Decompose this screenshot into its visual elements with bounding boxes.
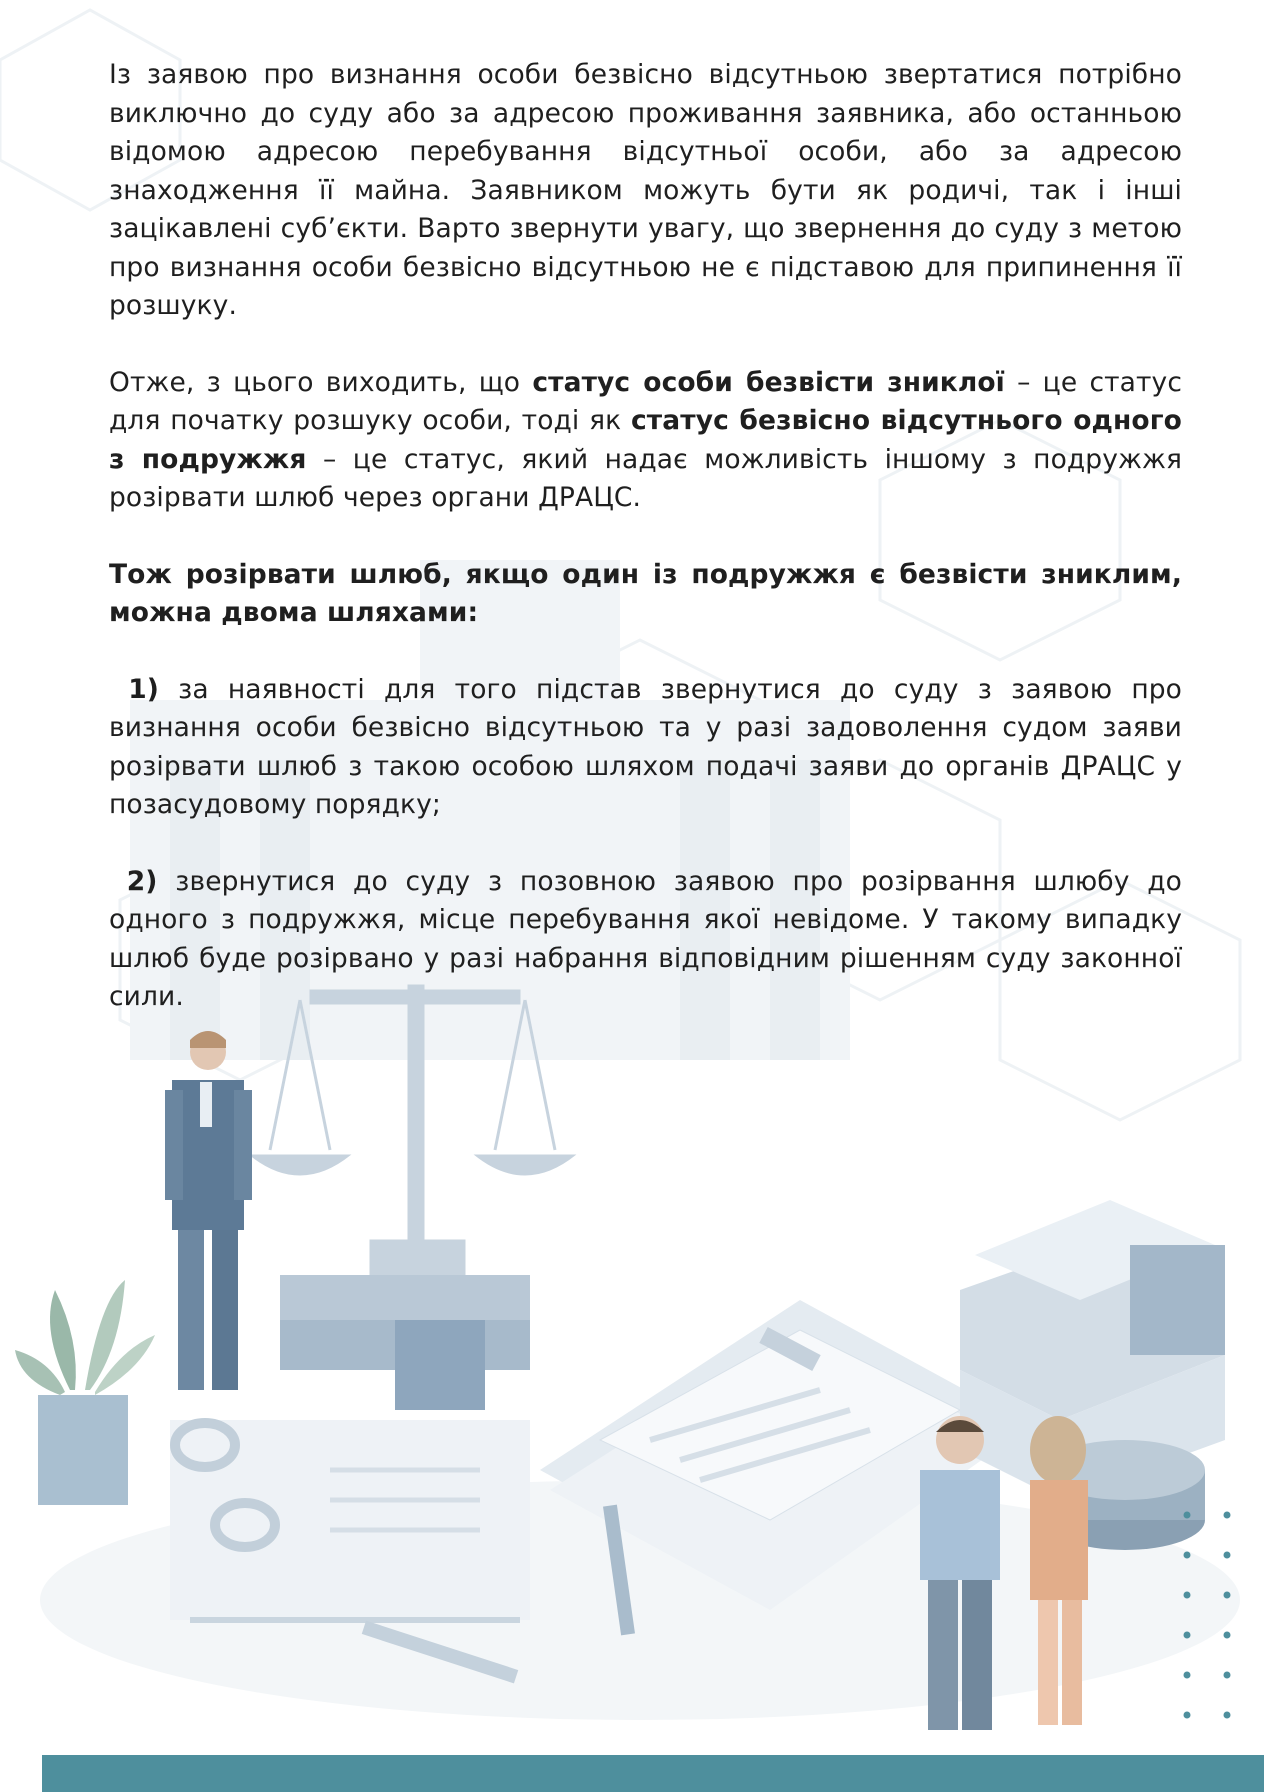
plant-icon bbox=[15, 1280, 155, 1505]
paragraph-option-one bbox=[109, 671, 1182, 825]
status-end-text: – це статус, який надає можливість іншому з подружжя розірвати шлюб через органи ДРАЦС. bbox=[109, 443, 1182, 513]
option-two-number: 2) bbox=[126, 865, 158, 897]
status-missing-person-term: статус особи безвісти зниклої bbox=[532, 366, 1005, 398]
footer-accent-bar bbox=[42, 1755, 1264, 1792]
status-intro-text: Отже, з цього виходить, що bbox=[109, 366, 533, 398]
option-one-number: 1) bbox=[128, 673, 159, 705]
paragraph-court-application: Із заявою про визнання особи безвісно відсутньою звертатися потрібно виключно до суду або за адресою проживання заявника, або останньою відомою адресою перебування відсутньої особи, або за адресою знаходження її майна. Заявником можуть бути як родичі, так і інші зацікавлені суб’єкти. Варто звернути увагу, що звернення до суду з метою про визнання особи безвісно відсутньою не є підставою для припинення її розшуку. bbox=[109, 59, 1182, 321]
person-suit-figure bbox=[165, 1031, 252, 1390]
paragraph-divorce-ways-heading bbox=[109, 556, 1182, 633]
decorative-dots bbox=[1175, 1505, 1235, 1745]
option-two-text: звернутися до суду з позовною заявою про розірвання шлюбу до одного з подружжя, місце перебування якої невідоме. У такому випадку шлюб буде розірвано у разі набрання відповідним рішенням суду законної сили. bbox=[109, 865, 1182, 1012]
paragraph-status-comparison bbox=[109, 364, 1182, 518]
paragraph-option-two bbox=[109, 863, 1182, 1017]
document-body bbox=[109, 56, 1182, 1055]
option-one-text: за наявності для того підстав звернутися до суду з заявою про визнання особи безвісно відсутньою та у разі задоволення судом заяви розірвати шлюб з такою особою шляхом подачі заяви до органів ДРАЦС у позасудовому порядку; bbox=[109, 673, 1182, 820]
status-middle-text: – це статус для початку розшуку особи, тоді як bbox=[109, 366, 1182, 436]
book-stack-left bbox=[280, 1275, 530, 1410]
status-absent-spouse-term: статус безвісно відсутнього одного з подружжя bbox=[109, 405, 1182, 475]
divorce-ways-heading-text: Тож розірвати шлюб, якщо один із подружжя є безвісти зниклим, можна двома шляхами: bbox=[109, 558, 1182, 628]
paper-stack-left bbox=[170, 1420, 530, 1620]
